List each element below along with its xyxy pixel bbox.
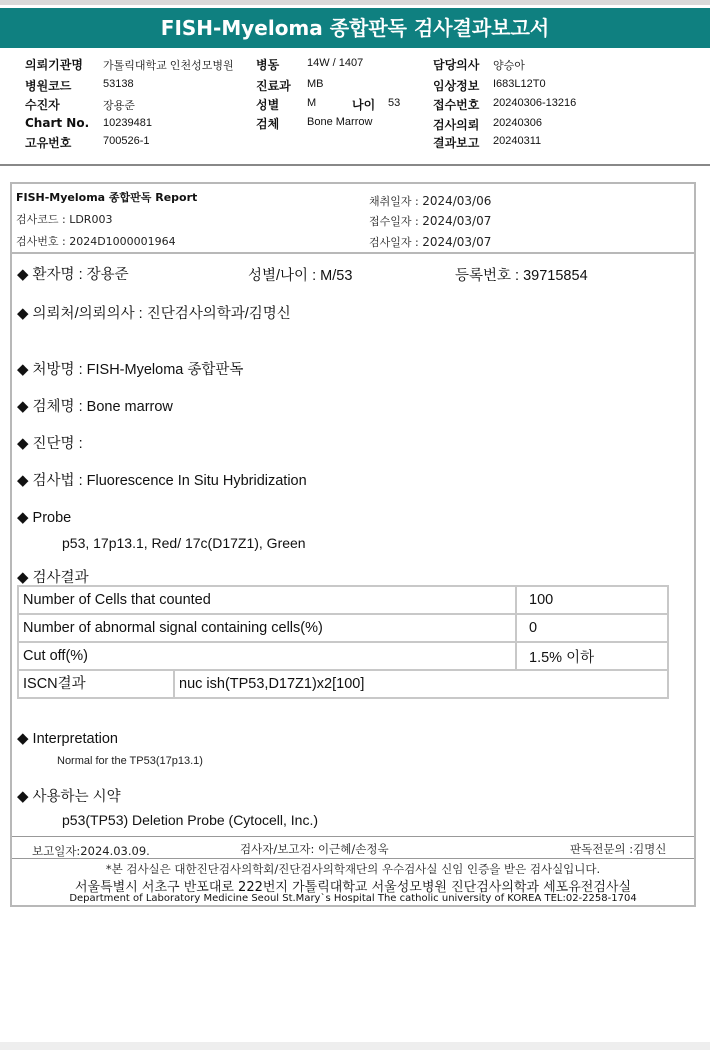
table-row bbox=[18, 586, 668, 614]
patient-name-row bbox=[17, 263, 129, 284]
sex-age: 성별/나이 : M/53 bbox=[248, 268, 353, 284]
report-date-footer: 보고일자:2024.03.09. bbox=[32, 844, 150, 858]
diamond-icon: ◆ bbox=[17, 305, 29, 322]
test-code: 검사코드 : LDR003 bbox=[16, 213, 113, 226]
receive-date-row bbox=[369, 213, 491, 229]
probe-heading: Probe bbox=[32, 510, 72, 526]
value-chart-no: 10239481 bbox=[103, 117, 152, 129]
report-title: FISH-Myeloma 종합판독 Report bbox=[16, 191, 198, 204]
value-unique-no: 700526-1 bbox=[103, 135, 150, 147]
diamond-icon: ◆ bbox=[17, 398, 29, 415]
value-requester: 가톨릭대학교 인천성모병원 bbox=[103, 60, 234, 72]
result-label: Cut off(%) bbox=[18, 642, 516, 670]
certification-text: *본 검사실은 대한진단검사의학회/진단검사의학재단의 우수검사실 신임 인증을 받은 검사실입니다. bbox=[105, 862, 601, 876]
result-value: 100 bbox=[516, 586, 668, 614]
exam-date: 2024/03/07 bbox=[422, 235, 492, 249]
collect-date-label: 채취일자 : bbox=[369, 195, 423, 208]
value-patient: 장용준 bbox=[103, 100, 135, 112]
result-value: 0 bbox=[516, 614, 668, 642]
value-request-date: 20240306 bbox=[493, 117, 542, 129]
page-title: FISH-Myeloma 종합판독 검사결과보고서 bbox=[0, 8, 710, 48]
receive-date: 2024/03/07 bbox=[422, 214, 492, 228]
label-unique-no: 고유번호 bbox=[25, 136, 72, 150]
label-ward: 병동 bbox=[256, 58, 280, 72]
registration-number: 등록번호 : 39715854 bbox=[455, 268, 588, 284]
report-header bbox=[12, 184, 694, 254]
diamond-icon: ◆ bbox=[17, 788, 29, 805]
referrer: 의뢰처/의뢰의사 : 진단검사의학과/김명신 bbox=[32, 306, 291, 322]
footer-divider bbox=[12, 836, 694, 837]
value-hospital-code: 53138 bbox=[103, 78, 134, 90]
iscn-value: nuc ish(TP53,D17Z1)x2[100] bbox=[179, 676, 365, 692]
value-department: MB bbox=[307, 78, 324, 90]
header-info bbox=[0, 48, 710, 164]
value-clinical-info: I683L12T0 bbox=[493, 78, 546, 90]
diamond-icon: ◆ bbox=[17, 509, 29, 526]
test-number: 검사번호 : 2024D1000001964 bbox=[16, 235, 176, 248]
collect-date: 2024/03/06 bbox=[422, 194, 492, 208]
diamond-icon: ◆ bbox=[17, 569, 29, 586]
exam-date-label: 검사일자 : bbox=[369, 236, 423, 249]
patient-name: 환자명 : 장용준 bbox=[32, 267, 129, 283]
order-name: 처방명 : FISH-Myeloma 종합판독 bbox=[32, 362, 244, 378]
table-row bbox=[18, 670, 668, 698]
specimen-name: 검체명 : Bone marrow bbox=[32, 399, 173, 415]
value-receipt-no: 20240306-13216 bbox=[493, 97, 577, 109]
diamond-icon: ◆ bbox=[17, 435, 29, 452]
diagnosis: 진단명 : bbox=[32, 436, 83, 452]
collect-date-row bbox=[369, 193, 491, 209]
label-age: 나이 bbox=[352, 98, 376, 112]
diamond-icon: ◆ bbox=[17, 361, 29, 378]
table-row bbox=[18, 642, 668, 670]
bottom-strip bbox=[0, 1042, 710, 1050]
diamond-icon: ◆ bbox=[17, 266, 29, 283]
result-table bbox=[17, 585, 669, 699]
interpretation-heading-row bbox=[17, 729, 118, 747]
iscn-cell bbox=[18, 670, 668, 698]
exam-date-row bbox=[369, 234, 491, 250]
referrer-row bbox=[17, 302, 291, 323]
result-heading: 검사결과 bbox=[32, 570, 89, 586]
label-patient: 수진자 bbox=[25, 98, 60, 112]
examiner: 검사자/보고자: 이근혜/손정욱 bbox=[240, 842, 389, 856]
diamond-icon: ◆ bbox=[17, 472, 29, 489]
label-receipt-no: 접수번호 bbox=[433, 98, 480, 112]
report-panel bbox=[10, 182, 696, 907]
label-department: 진료과 bbox=[256, 79, 291, 93]
iscn-row bbox=[19, 671, 667, 697]
value-ward: 14W / 1407 bbox=[307, 57, 364, 69]
lab-address: 서울특별시 서초구 반포대로 222번지 가톨릭대학교 서울성모병원 진단검사의학과 세포유전검사실 bbox=[74, 880, 632, 895]
result-label: Number of Cells that counted bbox=[18, 586, 516, 614]
label-doctor: 담당의사 bbox=[433, 58, 480, 72]
interpretation-text: Normal for the TP53(17p13.1) bbox=[57, 755, 203, 767]
top-strip bbox=[0, 0, 710, 5]
label-request-date: 검사의뢰 bbox=[433, 118, 480, 132]
method-row bbox=[17, 469, 307, 490]
probe-heading-row bbox=[17, 508, 71, 526]
specialist: 판독전문의 :김명신 bbox=[570, 842, 667, 856]
diagnosis-row bbox=[17, 432, 83, 453]
department-english: Department of Laboratory Medicine Seoul St.Mary`s Hospital The catholic university of KOREA TEL:02-2258-1704 bbox=[69, 893, 637, 904]
footer-divider-2 bbox=[12, 858, 694, 859]
reagent-heading-row bbox=[17, 785, 121, 806]
probe-detail: p53, 17p13.1, Red/ 17c(D17Z1), Green bbox=[62, 535, 306, 551]
label-chart-no: Chart No. bbox=[25, 116, 90, 130]
label-specimen: 검체 bbox=[256, 117, 280, 131]
test-method: 검사법 : Fluorescence In Situ Hybridization bbox=[32, 473, 307, 489]
header-divider bbox=[0, 164, 710, 166]
label-requester: 의뢰기관명 bbox=[25, 58, 83, 72]
value-sex: M bbox=[307, 97, 317, 109]
receive-date-label: 접수일자 : bbox=[369, 215, 423, 228]
label-hospital-code: 병원코드 bbox=[25, 79, 72, 93]
result-heading-row bbox=[17, 566, 89, 587]
table-row bbox=[18, 614, 668, 642]
result-label: Number of abnormal signal containing cells(%) bbox=[18, 614, 516, 642]
value-age: 53 bbox=[388, 97, 401, 109]
specimen-row bbox=[17, 395, 173, 416]
reagent-text: p53(TP53) Deletion Probe (Cytocell, Inc.) bbox=[62, 812, 318, 828]
order-row bbox=[17, 358, 243, 379]
reagent-heading: 사용하는 시약 bbox=[32, 789, 121, 805]
label-clinical-info: 임상정보 bbox=[433, 79, 480, 93]
result-value: 1.5% 이하 bbox=[516, 642, 668, 670]
value-specimen: Bone Marrow bbox=[307, 116, 373, 128]
label-report-date: 결과보고 bbox=[433, 136, 480, 150]
label-sex: 성별 bbox=[256, 98, 280, 112]
value-doctor: 양승아 bbox=[493, 60, 525, 72]
value-report-date: 20240311 bbox=[493, 135, 542, 147]
diamond-icon: ◆ bbox=[17, 730, 29, 747]
interpretation-heading: Interpretation bbox=[32, 731, 118, 747]
iscn-label: ISCN결과 bbox=[19, 671, 175, 697]
